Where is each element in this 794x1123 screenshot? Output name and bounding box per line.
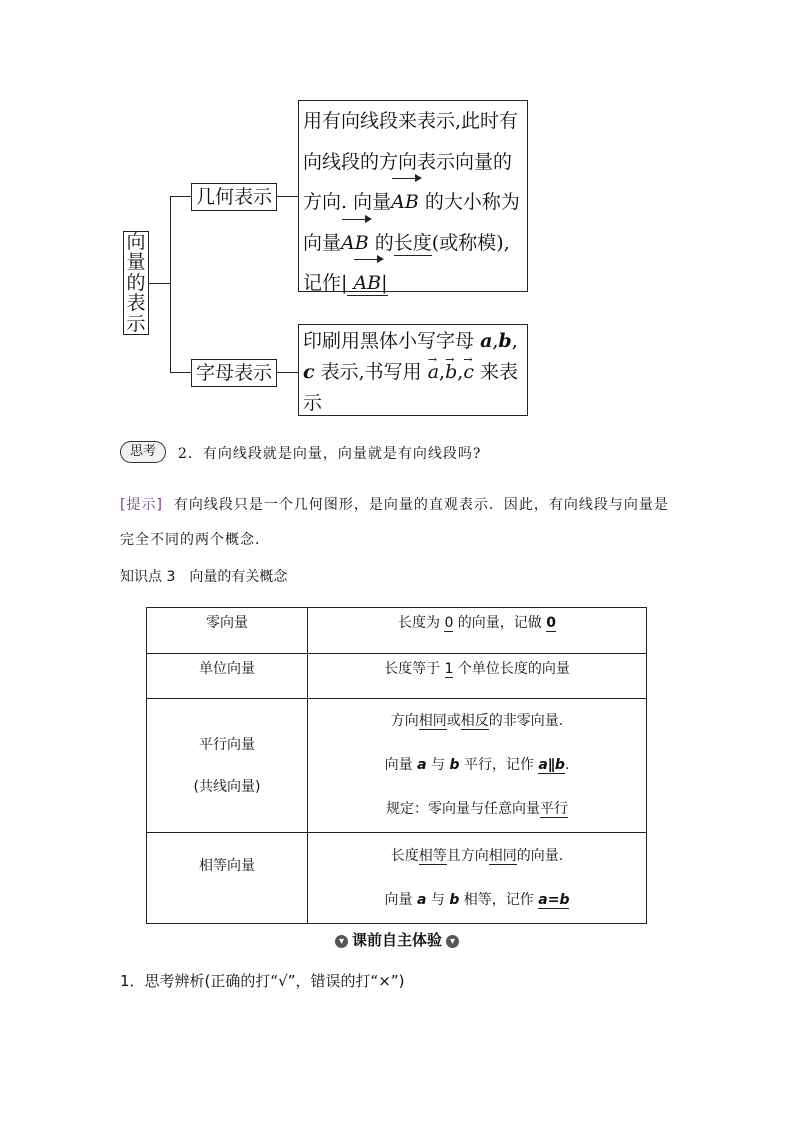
think-question: 2．有向线段就是向量，向量就是有向线段吗? [178,446,482,462]
underlined-term: 0 [444,615,454,631]
bold-letter: b [498,330,512,352]
text: , [492,330,499,352]
chevron-down-icon: ▾ [446,935,459,948]
hint-text: 有向线段只是一个几何图形，是向量的直观表示．因此，有向线段与向量是完全不同的两个概念． [120,497,669,548]
text-line: 用有向线段来表示,此时有 [303,110,519,132]
text: 的向量，记做 [453,615,547,631]
underlined-term: 相反 [460,713,489,729]
chevron-down-icon: ▾ [335,935,348,948]
root-char: 向 [126,230,146,253]
text: (共线向量) [193,778,261,795]
text-line [309,878,645,922]
think-badge: 思考 [120,441,166,463]
text: 印刷用黑体小写字母 [303,330,475,352]
text-line: 示 [303,392,323,414]
underlined-term: 0 [546,615,557,631]
connector-line [276,196,299,197]
connector-line [149,283,171,284]
bold-letter: a [480,330,493,352]
underlined-term: 相同 [488,848,517,864]
underlined-term: 1 [444,661,454,677]
text: 规定：零向量与任意向量 [386,801,540,817]
text: 表示,书写用 [320,361,422,383]
text: 记作| [303,272,348,294]
section-heading [0,929,794,950]
text: 的大小称为 [424,191,520,213]
root-char: 量 [126,251,146,274]
text: 的向量. [516,848,564,864]
text: 且方向 [446,848,489,864]
text: 向量 [384,757,418,773]
table-cell-desc [308,608,647,654]
text: 方向. 向量 [303,191,392,213]
text-line [303,223,524,264]
text-line [303,182,524,223]
bold-letter: b [449,892,460,908]
text: 平行向量 [199,736,255,753]
connector-line [276,372,299,373]
text: 平行，记作 [459,757,539,773]
branch-letter-label: 字母表示 [191,359,277,387]
text: 个单位长度的向量 [453,661,570,677]
table-row [147,833,647,924]
text: 方向 [390,713,419,729]
text-line [309,699,645,743]
text: (或称模), [431,231,510,254]
text: 与 [426,892,450,908]
text: . [564,757,570,773]
question-1: 1．思考辨析(正确的打“√”，错误的打“×”) [120,972,405,990]
text: 向量 [384,892,417,908]
text: 长度 [390,848,419,864]
text-line [309,787,645,831]
connector-line [170,372,191,373]
connector-line [170,196,171,372]
table-cell-name [147,699,308,833]
text-line [303,326,524,357]
text: 向量 [303,231,342,254]
underlined-term [347,272,387,296]
table-cell-desc [308,699,647,833]
vector-ab: AB [341,223,369,264]
text: 长度为 [397,615,445,631]
branch-geometry-label: 几何表示 [191,183,277,211]
root-char: 示 [126,312,146,335]
root-label-box [123,231,149,335]
table-row [147,654,647,699]
hint-paragraph [120,488,680,558]
underlined-term: 平行 [540,801,568,817]
vector-letter: → a [428,357,439,388]
bold-letter: a [417,757,427,773]
text: 的 [374,231,394,254]
underlined-term: 长度 [393,231,432,254]
text: 相等，记作 [459,892,539,908]
table-cell-desc [308,654,647,699]
text: 或 [446,713,461,729]
vector-ab: AB [353,263,381,304]
root-char: 的 [126,271,146,294]
section-heading-text: 课前自主体验 [351,931,442,949]
text-line: 向线段的方向表示向量的 [303,150,513,173]
bold-letter: b [449,757,460,773]
text-line [303,263,524,304]
vector-letter: → b [445,357,457,388]
bold-letter: a [416,892,427,908]
root-char: 表 [126,292,146,315]
text: , [511,330,518,352]
bold-letter: c [303,361,315,383]
text: 与 [426,757,450,773]
knowledge-point-heading: 知识点 3 向量的有关概念 [120,569,288,585]
connector-line [170,196,191,197]
text-line [309,834,645,878]
vector-letter: → c [463,357,474,388]
table-cell-name: 零向量 [147,608,308,654]
hint-tag: [提示] [120,497,163,513]
underlined-term: a=b [538,892,570,908]
table-row [147,608,647,654]
branch-letter-content [298,324,528,416]
text-line: c 表示,书写用 → a,→ b,→ c 来表 [303,357,524,388]
underlined-term: a∥b [538,757,565,773]
table-cell-name: 单位向量 [147,654,308,699]
vector-ab: AB [391,182,419,223]
text: 来表 [480,361,519,383]
text-line [309,743,645,787]
underlined-term: 相等 [418,848,447,864]
table-cell-name: 相等向量 [147,833,308,924]
branch-geometry-content [298,100,528,292]
underlined-term: 相同 [418,713,447,729]
text: 长度等于 [384,661,445,677]
concept-table [146,607,647,924]
text: | [381,272,388,294]
table-cell-desc [308,833,647,924]
text: 的非零向量. [488,713,564,729]
table-row [147,699,647,833]
